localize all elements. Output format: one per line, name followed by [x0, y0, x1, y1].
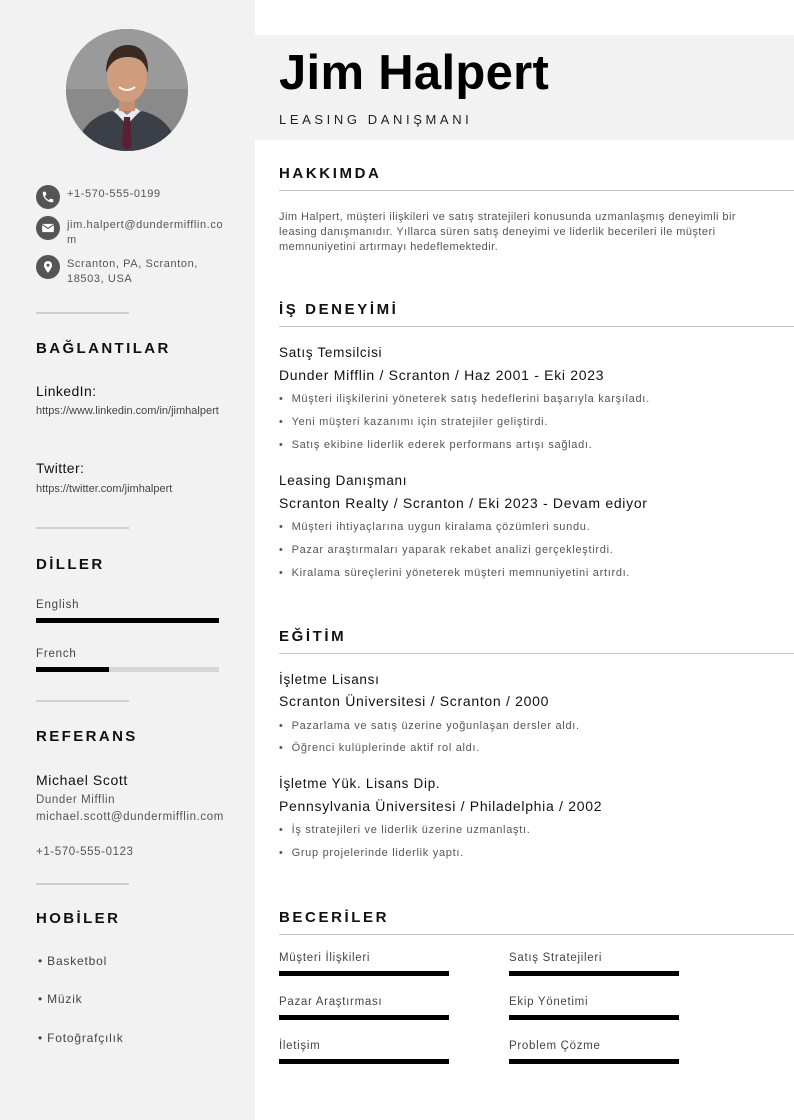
reference-phone: +1-570-555-0123	[36, 846, 134, 858]
skill-level-bar	[509, 1015, 679, 1020]
job-bullet: • Müşteri ihtiyaçlarına uygun kiralama çözümleri sundu.	[279, 521, 590, 533]
hobby-item: • Müzik	[38, 992, 83, 1006]
skills-heading: BECERİLER	[279, 909, 390, 926]
job-role: Leasing Danışmanı	[279, 473, 408, 488]
language-name: French	[36, 648, 77, 660]
about-text: Jim Halpert, müşteri ilişkileri ve satış stratejileri konusunda uzmanlaşmış deneyimli bir leasing danışmanıdır. Yıllarca süren satış deneyimi ve liderlik becerileri ile müşteri memnuniyetini artırmayı hedeflemektedir.	[279, 211, 736, 253]
divider	[36, 527, 129, 529]
divider	[36, 312, 129, 314]
skill-level-bar	[279, 1059, 449, 1064]
candidate-name: Jim Halpert	[279, 46, 550, 100]
degree-bullet: • Pazarlama ve satış üzerine yoğunlaşan dersler aldı.	[279, 720, 580, 732]
hobby-item: • Basketbol	[38, 954, 108, 968]
reference-email[interactable]: michael.scott@dundermifflin.com	[36, 811, 224, 823]
main-content	[255, 0, 794, 1120]
job-role: Satış Temsilcisi	[279, 345, 383, 360]
skill-name: Satış Stratejileri	[509, 952, 603, 964]
job-bullet: • Satış ekibine liderlik ederek performans artışı sağladı.	[279, 439, 592, 451]
job-bullet: • Pazar araştırmaları yaparak rekabet analizi gerçekleştirdi.	[279, 544, 613, 556]
address-text: Scranton, PA, Scranton, 18503, USA	[67, 258, 198, 285]
job-title: LEASING DANIŞMANI	[279, 112, 473, 127]
job-detail: Dunder Mifflin / Scranton / Haz 2001 - Eki 2023	[279, 367, 605, 383]
skill-name: Ekip Yönetimi	[509, 996, 589, 1008]
twitter-label: Twitter:	[36, 460, 85, 476]
degree-bullet: • Öğrenci kulüplerinde aktif rol aldı.	[279, 742, 480, 754]
degree-title: İşletme Lisansı	[279, 672, 380, 687]
skill-name: Müşteri İlişkileri	[279, 952, 371, 964]
location-pin-icon	[36, 255, 60, 279]
contact-phone	[36, 185, 161, 209]
language-name: English	[36, 599, 80, 611]
twitter-url[interactable]: https://twitter.com/jimhalpert	[36, 483, 173, 495]
degree-detail: Pennsylvania Üniversitesi / Philadelphia / 2002	[279, 798, 603, 814]
reference-heading: REFERANS	[36, 728, 138, 745]
profile-photo	[66, 29, 188, 151]
skill-level-bar	[509, 971, 679, 976]
job-bullet: • Yeni müşteri kazanımı için stratejiler geliştirdi.	[279, 416, 548, 428]
degree-bullet: • Grup projelerinde liderlik yaptı.	[279, 847, 464, 859]
education-heading: EĞİTİM	[279, 628, 347, 645]
language-level-fill	[36, 667, 109, 672]
skill-level-bar	[279, 971, 449, 976]
hobby-label: Fotoğrafçılık	[47, 1031, 124, 1045]
degree-bullet: • İş stratejileri ve liderlik üzerine uzmanlaştı.	[279, 824, 530, 836]
language-level-bar	[36, 618, 219, 623]
hobby-label: Basketbol	[47, 954, 108, 968]
job-detail: Scranton Realty / Scranton / Eki 2023 - Devam ediyor	[279, 495, 648, 511]
skill-level-bar	[509, 1059, 679, 1064]
section-rule	[279, 653, 794, 654]
email-address[interactable]: jim.halpert@dundermifflin.com	[67, 219, 224, 246]
links-heading: BAĞLANTILAR	[36, 340, 171, 357]
experience-heading: İŞ DENEYİMİ	[279, 301, 399, 318]
contact-email	[36, 216, 227, 248]
degree-title: İşletme Yük. Lisans Dip.	[279, 776, 441, 791]
person-portrait-icon	[66, 29, 188, 151]
hobbies-heading: HOBİLER	[36, 910, 121, 927]
divider	[36, 700, 129, 702]
contact-address	[36, 255, 217, 287]
reference-name: Michael Scott	[36, 772, 128, 788]
language-level-bar	[36, 667, 219, 672]
skill-name: Problem Çözme	[509, 1040, 601, 1052]
skill-level-bar	[279, 1015, 449, 1020]
language-level-fill	[36, 618, 219, 623]
job-bullet: • Kiralama süreçlerini yöneterek müşteri memnuniyetini artırdı.	[279, 567, 630, 579]
linkedin-url[interactable]: https://www.linkedin.com/in/jimhalpert	[36, 405, 219, 417]
about-heading: HAKKIMDA	[279, 165, 382, 182]
section-rule	[279, 934, 794, 935]
linkedin-label: LinkedIn:	[36, 383, 97, 399]
hobby-item: • Fotoğrafçılık	[38, 1031, 124, 1045]
skill-name: İletişim	[279, 1040, 321, 1052]
degree-detail: Scranton Üniversitesi / Scranton / 2000	[279, 693, 550, 709]
skill-name: Pazar Araştırması	[279, 996, 383, 1008]
hobby-label: Müzik	[47, 992, 83, 1006]
reference-company: Dunder Mifflin	[36, 794, 116, 806]
divider	[36, 883, 129, 885]
section-rule	[279, 190, 794, 191]
mail-icon	[36, 216, 60, 240]
section-rule	[279, 326, 794, 327]
phone-icon	[36, 185, 60, 209]
sidebar	[0, 0, 255, 1120]
job-bullet: • Müşteri ilişkilerini yöneterek satış hedeflerini başarıyla karşıladı.	[279, 393, 650, 405]
phone-number: +1-570-555-0199	[67, 188, 161, 200]
languages-heading: DİLLER	[36, 556, 105, 573]
